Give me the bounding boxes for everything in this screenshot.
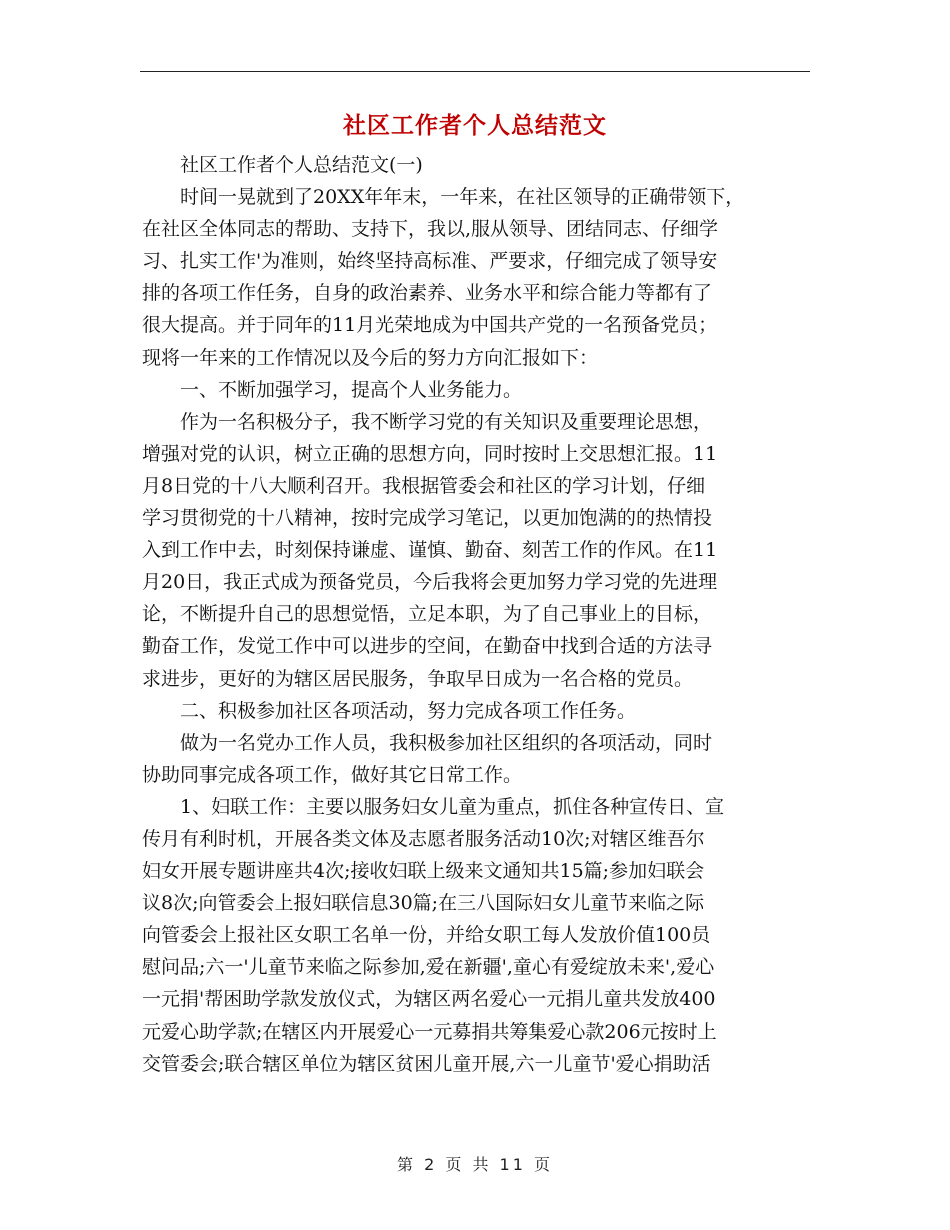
page-footer: 第 2 页 共 11 页: [397, 1155, 553, 1174]
text-line: 很大提高。并于同年的11月光荣地成为中国共产党的一名预备党员；: [142, 314, 718, 337]
text-line: 排的各项工作任务，自身的政治素养、业务水平和综合能力等都有了: [142, 282, 713, 305]
text-line: 月8日党的十八大顺利召开。我根据管委会和社区的学习计划，仔细: [142, 474, 706, 497]
text-line: 时间一晃就到了20XX年年末，一年来，在社区领导的正确带领下，: [180, 186, 745, 209]
text-line: 入到工作中去，时刻保持谦虚、谨慎、勤奋、刻苦工作的作风。在11: [142, 539, 718, 562]
text-line: 勤奋工作，发觉工作中可以进步的空间，在勤奋中找到合适的方法寻: [142, 635, 713, 658]
text-line: 习、扎实工作'为准则，始终坚持高标准、严要求，仔细完成了领导安: [142, 250, 718, 273]
text-line: 交管委会;联合辖区单位为辖区贫困儿童开展,六一儿童节'爱心捐助活: [142, 1052, 711, 1075]
document-title: 社区工作者个人总结范文: [343, 113, 607, 139]
text-line: 现将一年来的工作情况以及今后的努力方向汇报如下：: [142, 346, 599, 369]
document-body: [142, 149, 808, 1080]
text-line: 协助同事完成各项工作，做好其它日常工作。: [142, 763, 523, 786]
text-line: 议8次;向管委会上报妇联信息30篇;在三八国际妇女儿童节来临之际: [142, 892, 705, 915]
text-line: 学习贯彻党的十八精神，按时完成学习笔记，以更加饱满的的热情投: [142, 507, 713, 530]
text-line: 作为一名积极分子，我不断学习党的有关知识及重要理论思想，: [180, 410, 713, 433]
text-line: 一、不断加强学习，提高个人业务能力。: [180, 378, 523, 401]
text-line: 求进步，更好的为辖区居民服务，争取早日成为一名合格的党员。: [142, 667, 694, 690]
text-line: 慰问品;六一'儿童节来临之际参加,爱在新疆',童心有爱绽放未来',爱心: [142, 956, 715, 979]
text-line: 妇女开展专题讲座共4次;接收妇联上级来文通知共15篇;参加妇联会: [142, 860, 705, 883]
text-line: 社区工作者个人总结范文(一): [180, 154, 423, 176]
text-line: 月20日，我正式成为预备党员，今后我将会更加努力学习党的先进理: [142, 571, 718, 594]
text-line: 论，不断提升自己的思想觉悟，立足本职，为了自己事业上的目标，: [142, 603, 713, 626]
text-line: 一元捐'帮困助学款发放仪式，为辖区两名爱心一元捐儿童共发放400: [142, 988, 716, 1011]
text-line: 元爱心助学款;在辖区内开展爱心一元募捐共筹集爱心款206元按时上: [142, 1020, 717, 1043]
text-line: 二、积极参加社区各项活动，努力完成各项工作任务。: [180, 699, 637, 722]
text-line: 向管委会上报社区女职工名单一份，并给女职工每人发放价值100员: [142, 924, 711, 947]
text-line: 1、妇联工作：主要以服务妇女儿童为重点，抓住各种宣传日、宣: [180, 795, 725, 818]
text-line: 增强对党的认识，树立正确的思想方向，同时按时上交思想汇报。11: [142, 442, 718, 465]
header-rule: [140, 71, 810, 72]
text-line: 传月有利时机，开展各类文体及志愿者服务活动10次;对辖区维吾尔: [142, 827, 705, 850]
text-line: 在社区全体同志的帮助、支持下，我以,服从领导、团结同志、仔细学: [142, 218, 719, 241]
text-line: 做为一名党办工作人员，我积极参加社区组织的各项活动，同时: [180, 731, 713, 754]
